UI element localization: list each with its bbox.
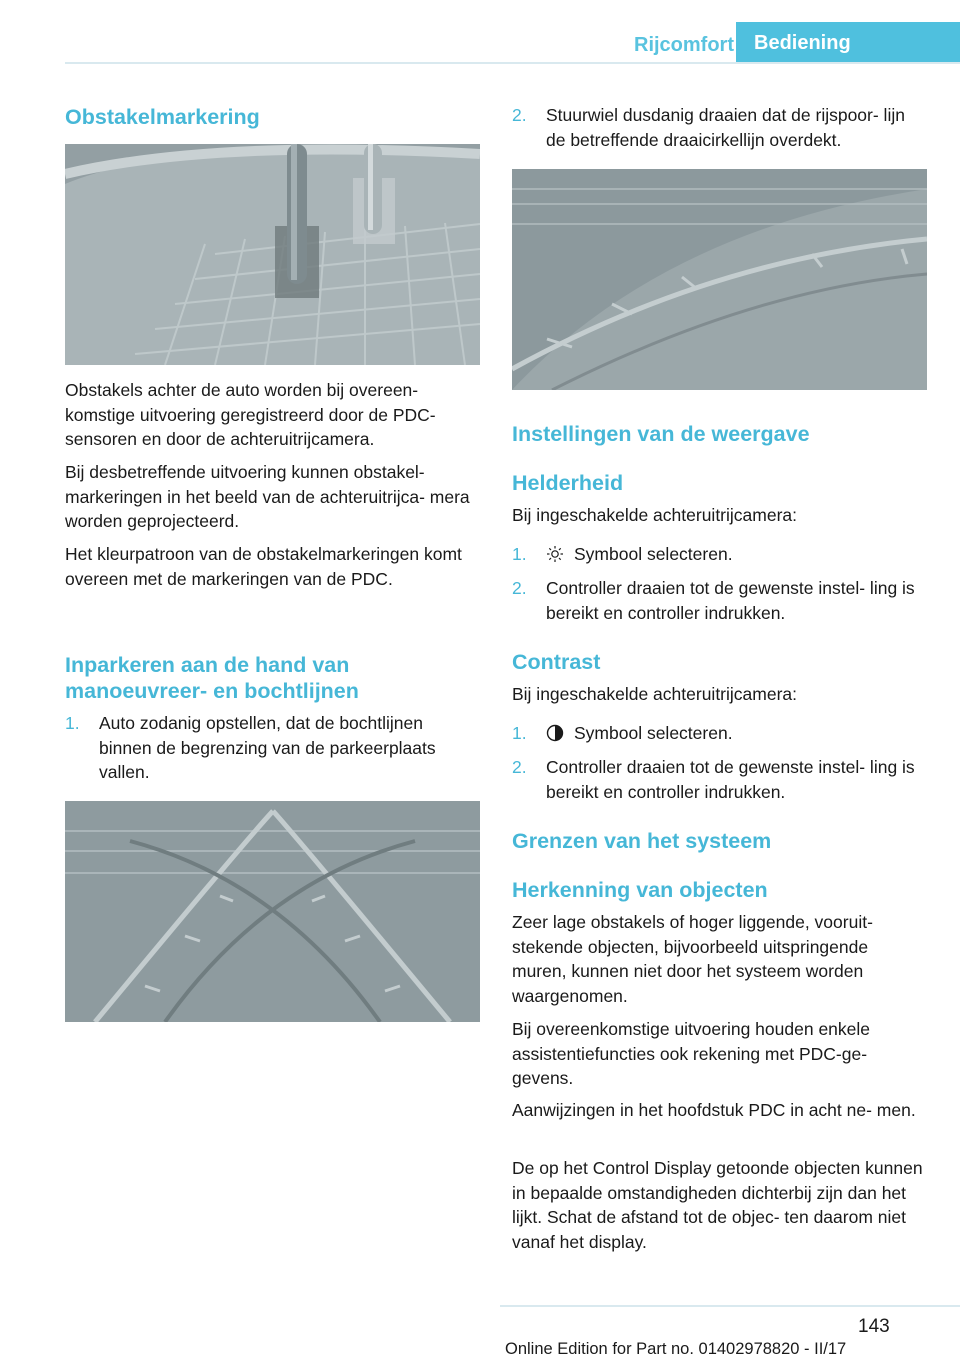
sun-icon [546, 545, 564, 563]
list-text: Symbool selecteren. [574, 544, 733, 564]
list-number: 1. [512, 723, 527, 743]
paragraph-obstacle-3: Het kleurpatroon van de obstakelmarkeringen komt overeen met de markeringen van de PDC. [65, 544, 462, 589]
paragraph-obstacle-1: Obstakels achter de auto worden bij overeen‐ komstige uitvoering geregistreerd door de PDC-sensoren en door de achteruitrijcamera. [65, 380, 436, 449]
list-item-step-1 [65, 711, 480, 785]
list-number: 2. [512, 757, 527, 777]
heading-parking-lines: Inparkeren aan de hand van manoeuvreer- en bochtlijnen [65, 653, 359, 703]
list-text: Symbool selecteren. [574, 723, 733, 743]
edition-footer: Online Edition for Part no. 01402978820 - II/17 [505, 1340, 847, 1358]
header-chapter-tab: Bediening [736, 22, 960, 62]
list-item-brightness-1 [512, 542, 927, 567]
list-text: Controller draaien tot de gewenste instel‐ ling is bereikt en controller indrukken. [546, 757, 915, 802]
list-number: 1. [512, 544, 527, 564]
list-text: Controller draaien tot de gewenste instel‐ ling is bereikt en controller indrukken. [546, 578, 915, 623]
heading-obstacle-marking: Obstakelmarkering [65, 105, 260, 129]
header-rule [65, 62, 960, 64]
heading-object-detection: Herkenning van objecten [512, 878, 768, 902]
paragraph-detect-1: Zeer lage obstakels of hoger liggende, vooruit‐ stekende objecten, bijvoorbeeld uitspringende muren, kunnen niet door het systeem worden waargenomen. [512, 912, 873, 1006]
figure-obstacle-marking [65, 144, 480, 365]
list-number: 1. [65, 713, 80, 733]
heading-brightness: Helderheid [512, 471, 624, 495]
list-item-step-2 [512, 103, 927, 152]
list-text: Stuurwiel dusdanig draaien dat de rijspoor‐ lijn de betreffende draaicirkellijn overdekt. [546, 105, 905, 150]
heading-system-limits: Grenzen van het systeem [512, 829, 772, 853]
figure-steering-lines [512, 169, 927, 390]
heading-contrast: Contrast [512, 650, 601, 674]
list-text: Auto zodanig opstellen, dat de bochtlijnen binnen de begrenzing van de parkeerplaats vallen. [99, 713, 436, 782]
paragraph-detect-4: De op het Control Display getoonde objecten kunnen in bepaalde omstandigheden dichterbij zijn dan het lijkt. Schat de afstand tot de objec‐ ten daarom niet vanaf het display. [512, 1158, 923, 1252]
list-number: 2. [512, 105, 527, 125]
figure-turning-lines [65, 801, 480, 1022]
paragraph-obstacle-2: Bij desbetreffende uitvoering kunnen obstakel‐ markeringen in het beeld van de achteruitrijca‐ mera worden geprojecteerd. [65, 462, 470, 531]
list-item-contrast-2 [512, 755, 927, 804]
list-number: 2. [512, 578, 527, 598]
header-section: Rijcomfort [634, 34, 734, 56]
contrast-intro: Bij ingeschakelde achteruitrijcamera: [512, 684, 797, 704]
contrast-icon [546, 724, 564, 742]
brightness-intro: Bij ingeschakelde achteruitrijcamera: [512, 505, 797, 525]
list-item-contrast-1 [512, 721, 927, 746]
paragraph-detect-2: Bij overeenkomstige uitvoering houden enkele assistentiefuncties ook rekening met PDC-ge‐ gevens. [512, 1019, 871, 1088]
paragraph-detect-3: Aanwijzingen in het hoofdstuk PDC in acht ne‐ men. [512, 1100, 916, 1120]
list-item-brightness-2 [512, 576, 927, 625]
page-number: 143 [858, 1316, 890, 1337]
footer-rule [500, 1305, 960, 1307]
heading-display-settings: Instellingen van de weergave [512, 422, 810, 446]
